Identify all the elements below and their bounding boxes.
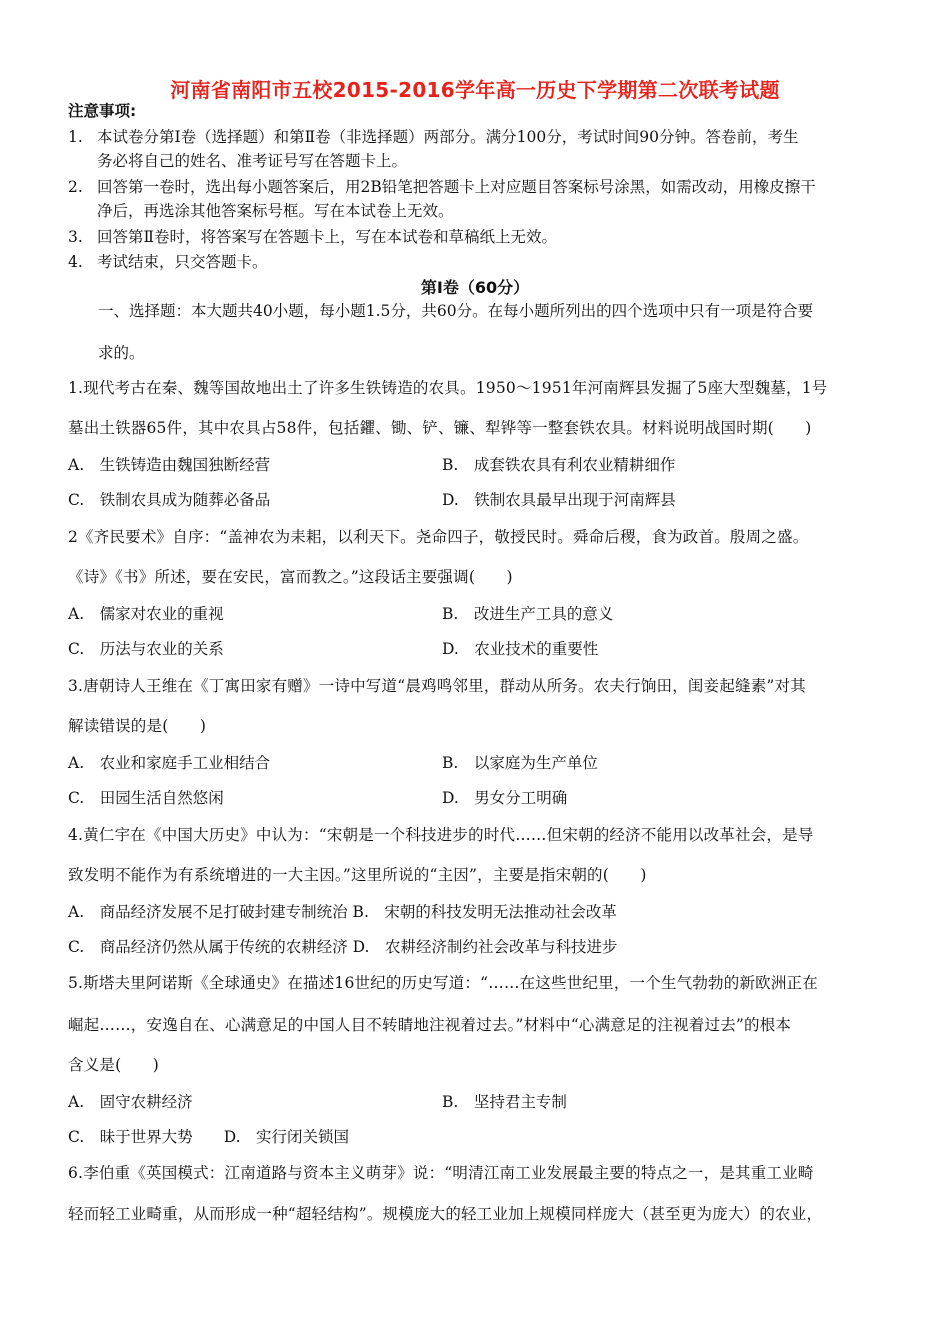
question-stem: 墓出土铁器65件，其中农具占58件，包括鑺、锄、铲、镰、犁铧等一整套铁农具。材料说明战国时期( ) [68, 419, 812, 437]
section-heading: 第Ⅰ卷（60分） [420, 278, 530, 297]
option-b: B. 成套铁农具有利农业精耕细作 [442, 456, 676, 474]
question-stem: 含义是( ) [68, 1056, 159, 1074]
section-intro: 一、选择题：本大题共40小题，每小题1.5分，共60分。在每小题所列出的四个选项中只有一项是符合要 [98, 302, 814, 320]
option-b: B. 改进生产工具的意义 [442, 605, 614, 623]
exam-title: 河南省南阳市五校2015-2016学年高一历史下学期第二次联考试题 [170, 78, 780, 102]
question-stem: 4.黄仁宇在《中国大历史》中认为：“宋朝是一个科技进步的时代……但宋朝的经济不能用以改革社会，是导 [68, 826, 814, 844]
notice-line: 本试卷分第Ⅰ卷（选择题）和第Ⅱ卷（非选择题）两部分。满分100分，考试时间90分钟。答卷前，考生 [97, 128, 799, 146]
option-a: A. 儒家对农业的重视 [68, 605, 224, 623]
notice-heading: 注意事项: [68, 102, 137, 120]
option-d: D. 铁制农具最早出现于河南辉县 [442, 491, 676, 509]
option-cd: C. 昧于世界大势 D. 实行闭关锁国 [68, 1128, 350, 1146]
notice-line: 净后，再选涂其他答案标号框。写在本试卷上无效。 [97, 202, 454, 220]
option-c: C. 铁制农具成为随葬必备品 [68, 491, 271, 509]
option-d: D. 男女分工明确 [442, 789, 568, 807]
notice-num-1: 1. [68, 128, 83, 146]
option-cd: C. 商品经济仍然从属于传统的农耕经济 D. 农耕经济制约社会改革与科技进步 [68, 938, 618, 956]
question-stem: 崛起……，安逸自在、心满意足的中国人目不转睛地注视着过去。”材料中“心满意足的注视着过去”的根本 [68, 1016, 792, 1034]
notice-num-3: 3. [68, 228, 83, 246]
option-c: C. 历法与农业的关系 [68, 640, 224, 658]
question-stem: 致发明不能作为有系统增进的一大主因。”这里所说的“主因”，主要是指宋朝的( ) [68, 866, 647, 884]
option-ab: A. 商品经济发展不足打破封建专制统治 B. 宋朝的科技发明无法推动社会改革 [68, 903, 617, 921]
notice-num-4: 4. [68, 253, 83, 271]
option-a: A. 农业和家庭手工业相结合 [68, 754, 271, 772]
option-b: B. 以家庭为生产单位 [442, 754, 598, 772]
section-intro: 求的。 [98, 344, 145, 362]
question-stem: 6.李伯重《英国模式：江南道路与资本主义萌芽》说：“明清江南工业发展最主要的特点之一，是其重工业畸 [68, 1164, 814, 1182]
option-a: A. 固守农耕经济 [68, 1093, 193, 1111]
notice-line: 回答第一卷时，选出每小题答案后，用2B铅笔把答题卡上对应题目答案标号涂黑，如需改动，用橡皮擦干 [97, 178, 816, 196]
question-stem: 解读错误的是( ) [68, 717, 207, 735]
notice-line: 务必将自己的姓名、准考证号写在答题卡上。 [97, 152, 408, 170]
question-stem: 轻而轻工业畸重，从而形成一种“超轻结构”。规模庞大的轻工业加上规模同样庞大（甚至更为庞大）的农业， [68, 1205, 823, 1223]
notice-line: 考试结束，只交答题卡。 [97, 253, 268, 271]
question-stem: 《诗》《书》所述，要在安民，富而教之。”这段话主要强调( ) [68, 568, 513, 586]
question-stem: 3.唐朝诗人王维在《丁寓田家有赠》一诗中写道“晨鸡鸣邻里，群动从所务。农夫行饷田，闺妾起缝素”对其 [68, 677, 806, 695]
option-b: B. 坚持君主专制 [442, 1093, 567, 1111]
notice-line: 回答第Ⅱ卷时，将答案写在答题卡上，写在本试卷和草稿纸上无效。 [97, 228, 558, 246]
question-stem: 5.斯塔夫里阿诺斯《全球通史》在描述16世纪的历史写道：“……在这些世纪里，一个生气勃勃的新欧洲正在 [68, 974, 818, 992]
option-c: C. 田园生活自然悠闲 [68, 789, 224, 807]
question-stem: 2《齐民要术》自序：“盖神农为耒耜，以利天下。尧命四子，敬授民时。舜命后稷，食为政首。殷周之盛。 [68, 528, 809, 546]
option-d: D. 农业技术的重要性 [442, 640, 599, 658]
option-a: A. 生铁铸造由魏国独断经营 [68, 456, 271, 474]
notice-num-2: 2. [68, 178, 83, 196]
question-stem: 1.现代考古在秦、魏等国故地出土了许多生铁铸造的农具。1950～1951年河南辉县发掘了5座大型魏墓，1号 [68, 379, 828, 397]
